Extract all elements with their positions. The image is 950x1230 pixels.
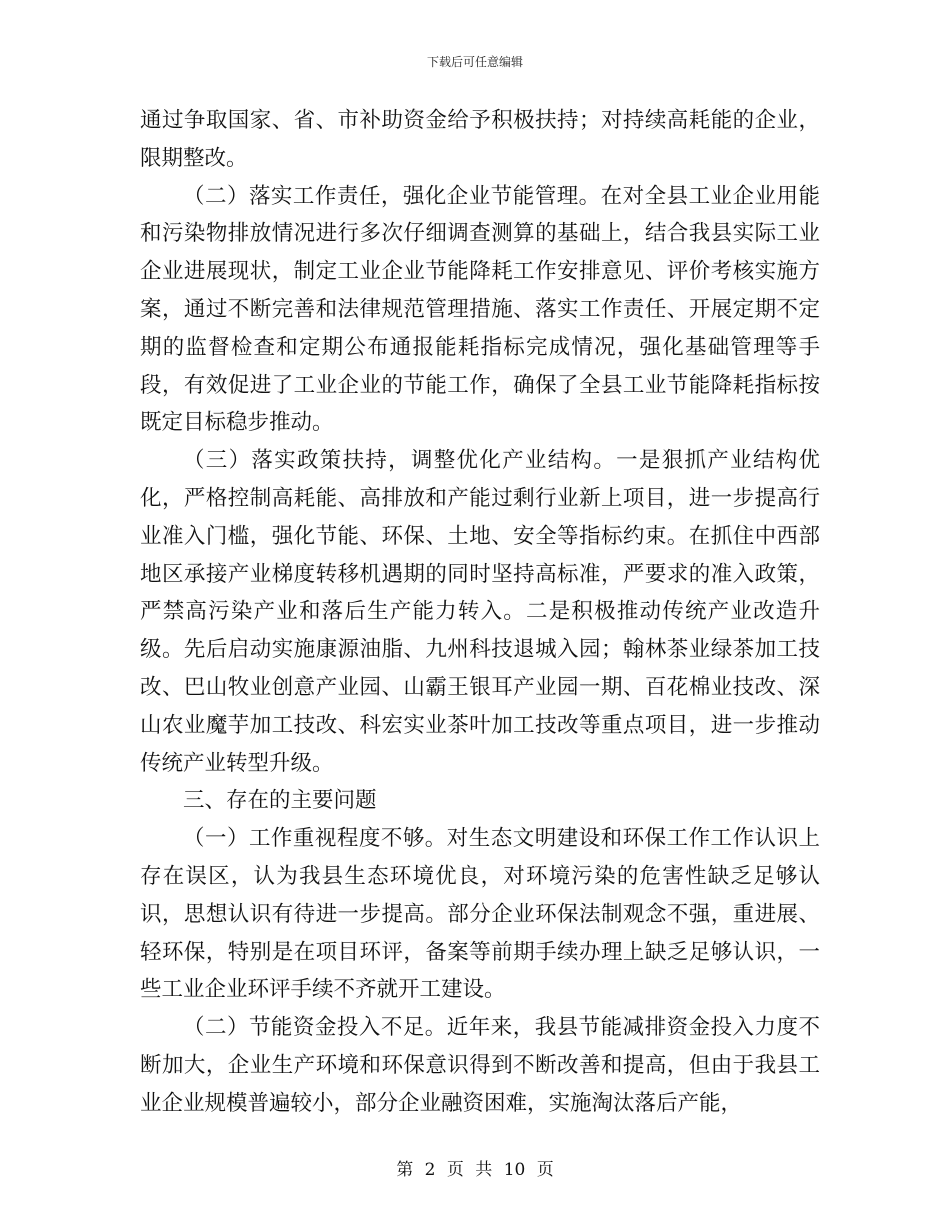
paragraph: （二）落实工作责任，强化企业节能管理。在对全县工业企业用能和污染物排放情况进行多次仔细调查测算的基础上，结合我县实际工业企业进展现状，制定工业企业节能降耗工作安排意见、评价考核实施方案，通过不断完善和法律规范管理措施、落实工作责任、开展定期不定期的监督检查和定期公布通报能耗指标完成情况，强化基础管理等手段，有效促进了工业企业的节能工作，确保了全县工业节能降耗指标按既定目标稳步推动。	[140, 183, 820, 436]
page-header: 下载后可任意编辑	[426, 55, 523, 69]
section-heading: 三、存在的主要问题	[183, 788, 377, 814]
document-body	[140, 102, 820, 1123]
paragraph: 通过争取国家、省、市补助资金给予积极扶持；对持续高耗能的企业，限期整改。	[140, 108, 820, 171]
paragraph: （二）节能资金投入不足。近年来，我县节能减排资金投入力度不断加大，企业生产环境和环保意识得到不断改善和提高，但由于我县工业企业规模普遍较小，部分企业融资困难，实施淘汰落后产能，	[140, 1015, 820, 1116]
paragraph: （一）工作重视程度不够。对生态文明建设和环保工作工作认识上存在误区，认为我县生态环境优良，对环境污染的危害性缺乏足够认识，思想认识有待进一步提高。部分企业环保法制观念不强，重进展、轻环保，特别是在项目环评，备案等前期手续办理上缺乏足够认识，一些工业企业环评手续不齐就开工建设。	[140, 826, 820, 1003]
page-number: 第 2 页 共 10 页	[396, 1160, 554, 1180]
paragraph: （三）落实政策扶持，调整优化产业结构。一是狠抓产业结构优化，严格控制高耗能、高排放和产能过剩行业新上项目，进一步提高行业准入门槛，强化节能、环保、土地、安全等指标约束。在抓住中西部地区承接产业梯度转移机遇期的同时坚持高标准，严要求的准入政策，严禁高污染产业和落后生产能力转入。二是积极推动传统产业改造升级。先后启动实施康源油脂、九州科技退城入园；翰林茶业绿茶加工技改、巴山牧业创意产业园、山霸王银耳产业园一期、百花棉业技改、深山农业魔芋加工技改、科宏实业茶叶加工技改等重点项目，进一步推动传统产业转型升级。	[140, 448, 820, 776]
